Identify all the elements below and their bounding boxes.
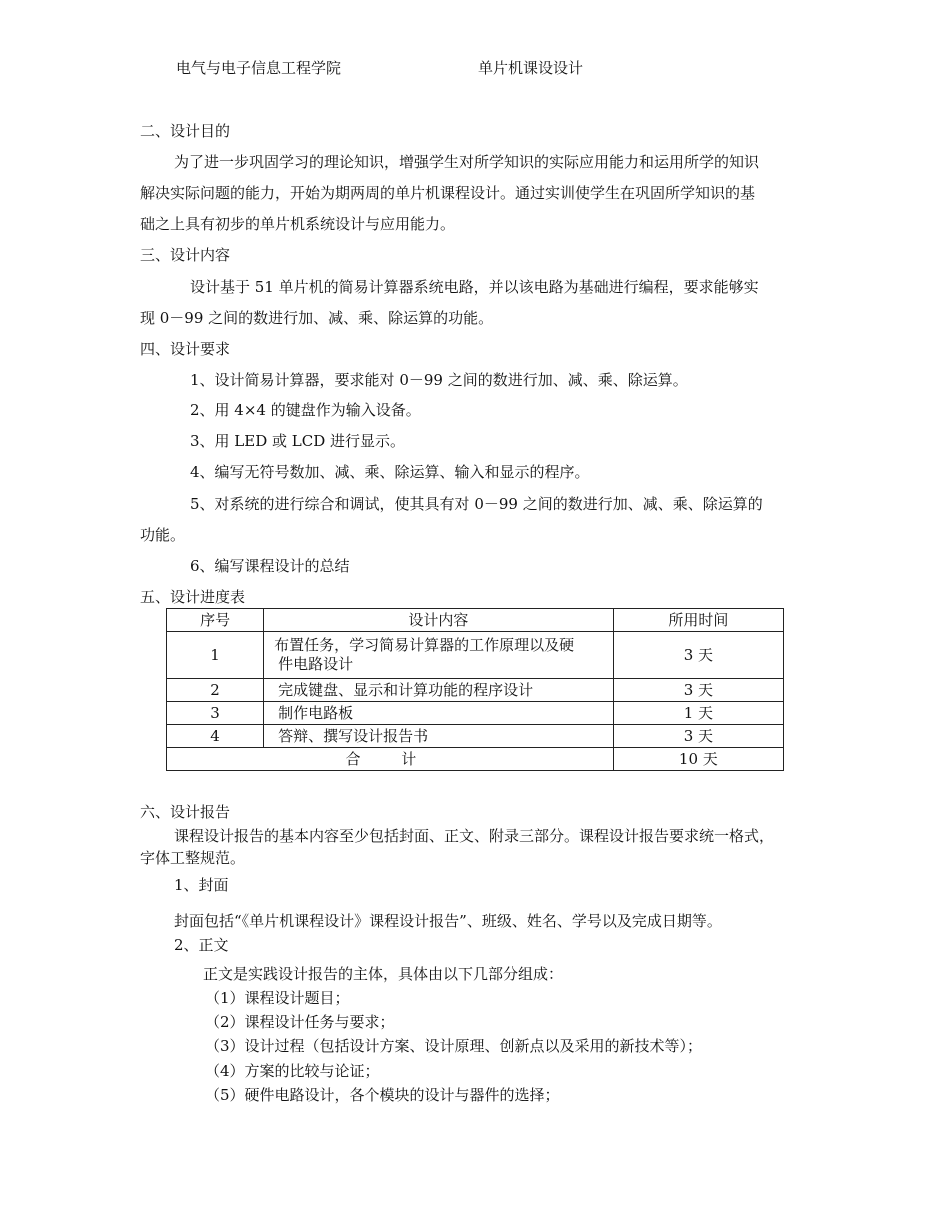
cell-total-label (167, 748, 614, 771)
paragraph-line: 现 0－99 之间的数进行加、减、乘、除运算的功能。 (140, 309, 494, 327)
list-item-continuation: 功能。 (140, 526, 186, 544)
paragraph-line: 字体工整规范。 (140, 849, 246, 867)
paragraph-line: 封面包括“《单片机课程设计》课程设计报告”、班级、姓名、学号以及完成日期等。 (174, 912, 722, 930)
list-item: （5）硬件电路设计，各个模块的设计与器件的选择； (205, 1086, 560, 1104)
schedule-table (166, 608, 784, 771)
table-row (167, 725, 784, 748)
paragraph-line: 础之上具有初步的单片机系统设计与应用能力。 (140, 215, 456, 233)
section-heading-schedule: 五、设计进度表 (140, 588, 246, 606)
section-heading-content: 三、设计内容 (140, 246, 231, 264)
list-item: 1、设计简易计算器，要求能对 0－99 之间的数进行加、减、乘、除运算。 (190, 371, 688, 389)
list-item: （2）课程设计任务与要求； (205, 1013, 395, 1031)
table-row (167, 632, 784, 679)
paragraph-line: 为了进一步巩固学习的理论知识，增强学生对所学知识的实际应用能力和运用所学的知识 (174, 153, 760, 171)
paragraph-line: 正文是实践设计报告的主体，具体由以下几部分组成： (203, 965, 564, 983)
cell-content-line: 件电路设计 (278, 655, 354, 673)
header-course: 单片机课设设计 (478, 59, 584, 77)
column-header-time: 所用时间 (613, 609, 783, 632)
section-heading-purpose: 二、设计目的 (140, 122, 231, 140)
list-item: 2、用 4×4 的键盘作为输入设备。 (190, 401, 421, 419)
list-item: 5、对系统的进行综合和调试，使其具有对 0－99 之间的数进行加、减、乘、除运算的 (190, 495, 763, 513)
cell-content-line: 布置任务，学习简易计算器的工作原理以及硬 (274, 636, 575, 654)
list-item: 4、编写无符号数加、减、乘、除运算、输入和显示的程序。 (190, 463, 590, 481)
cell-total-time: 10 天 (613, 748, 783, 771)
cell-no: 1 (167, 632, 264, 679)
cell-content (264, 632, 614, 679)
cell-no: 4 (167, 725, 264, 748)
list-item: （4）方案的比较与论证； (205, 1062, 380, 1080)
cell-time: 3 天 (613, 632, 783, 679)
paragraph-line: 设计基于 51 单片机的简易计算器系统电路，并以该电路为基础进行编程，要求能够实 (190, 278, 759, 296)
cell-no: 2 (167, 679, 264, 702)
header-college: 电气与电子信息工程学院 (176, 59, 342, 77)
table-row (167, 679, 784, 702)
list-item: （3）设计过程（包括设计方案、设计原理、创新点以及采用的新技术等）； (205, 1037, 703, 1055)
section-heading-requirements: 四、设计要求 (140, 340, 231, 358)
paragraph-line: 课程设计报告的基本内容至少包括封面、正文、附录三部分。课程设计报告要求统一格式， (174, 827, 775, 845)
cell-content: 答辩、撰写设计报告书 (264, 725, 614, 748)
subsection-heading-cover: 1、封面 (174, 876, 229, 894)
cell-time: 1 天 (613, 702, 783, 725)
cell-content: 完成键盘、显示和计算功能的程序设计 (264, 679, 614, 702)
table-row (167, 702, 784, 725)
table-header-row (167, 609, 784, 632)
cell-time: 3 天 (613, 679, 783, 702)
column-header-content: 设计内容 (264, 609, 614, 632)
cell-time: 3 天 (613, 725, 783, 748)
subsection-heading-body: 2、正文 (174, 936, 229, 954)
cell-content: 制作电路板 (264, 702, 614, 725)
list-item: （1）课程设计题目； (205, 989, 350, 1007)
list-item: 3、用 LED 或 LCD 进行显示。 (190, 432, 406, 450)
cell-no: 3 (167, 702, 264, 725)
total-label: 合 计 (345, 749, 435, 768)
list-item: 6、编写课程设计的总结 (190, 557, 350, 575)
column-header-no: 序号 (167, 609, 264, 632)
paragraph-line: 解决实际问题的能力，开始为期两周的单片机课程设计。通过实训使学生在巩固所学知识的基 (140, 184, 756, 202)
table-total-row (167, 748, 784, 771)
section-heading-report: 六、设计报告 (140, 803, 231, 821)
